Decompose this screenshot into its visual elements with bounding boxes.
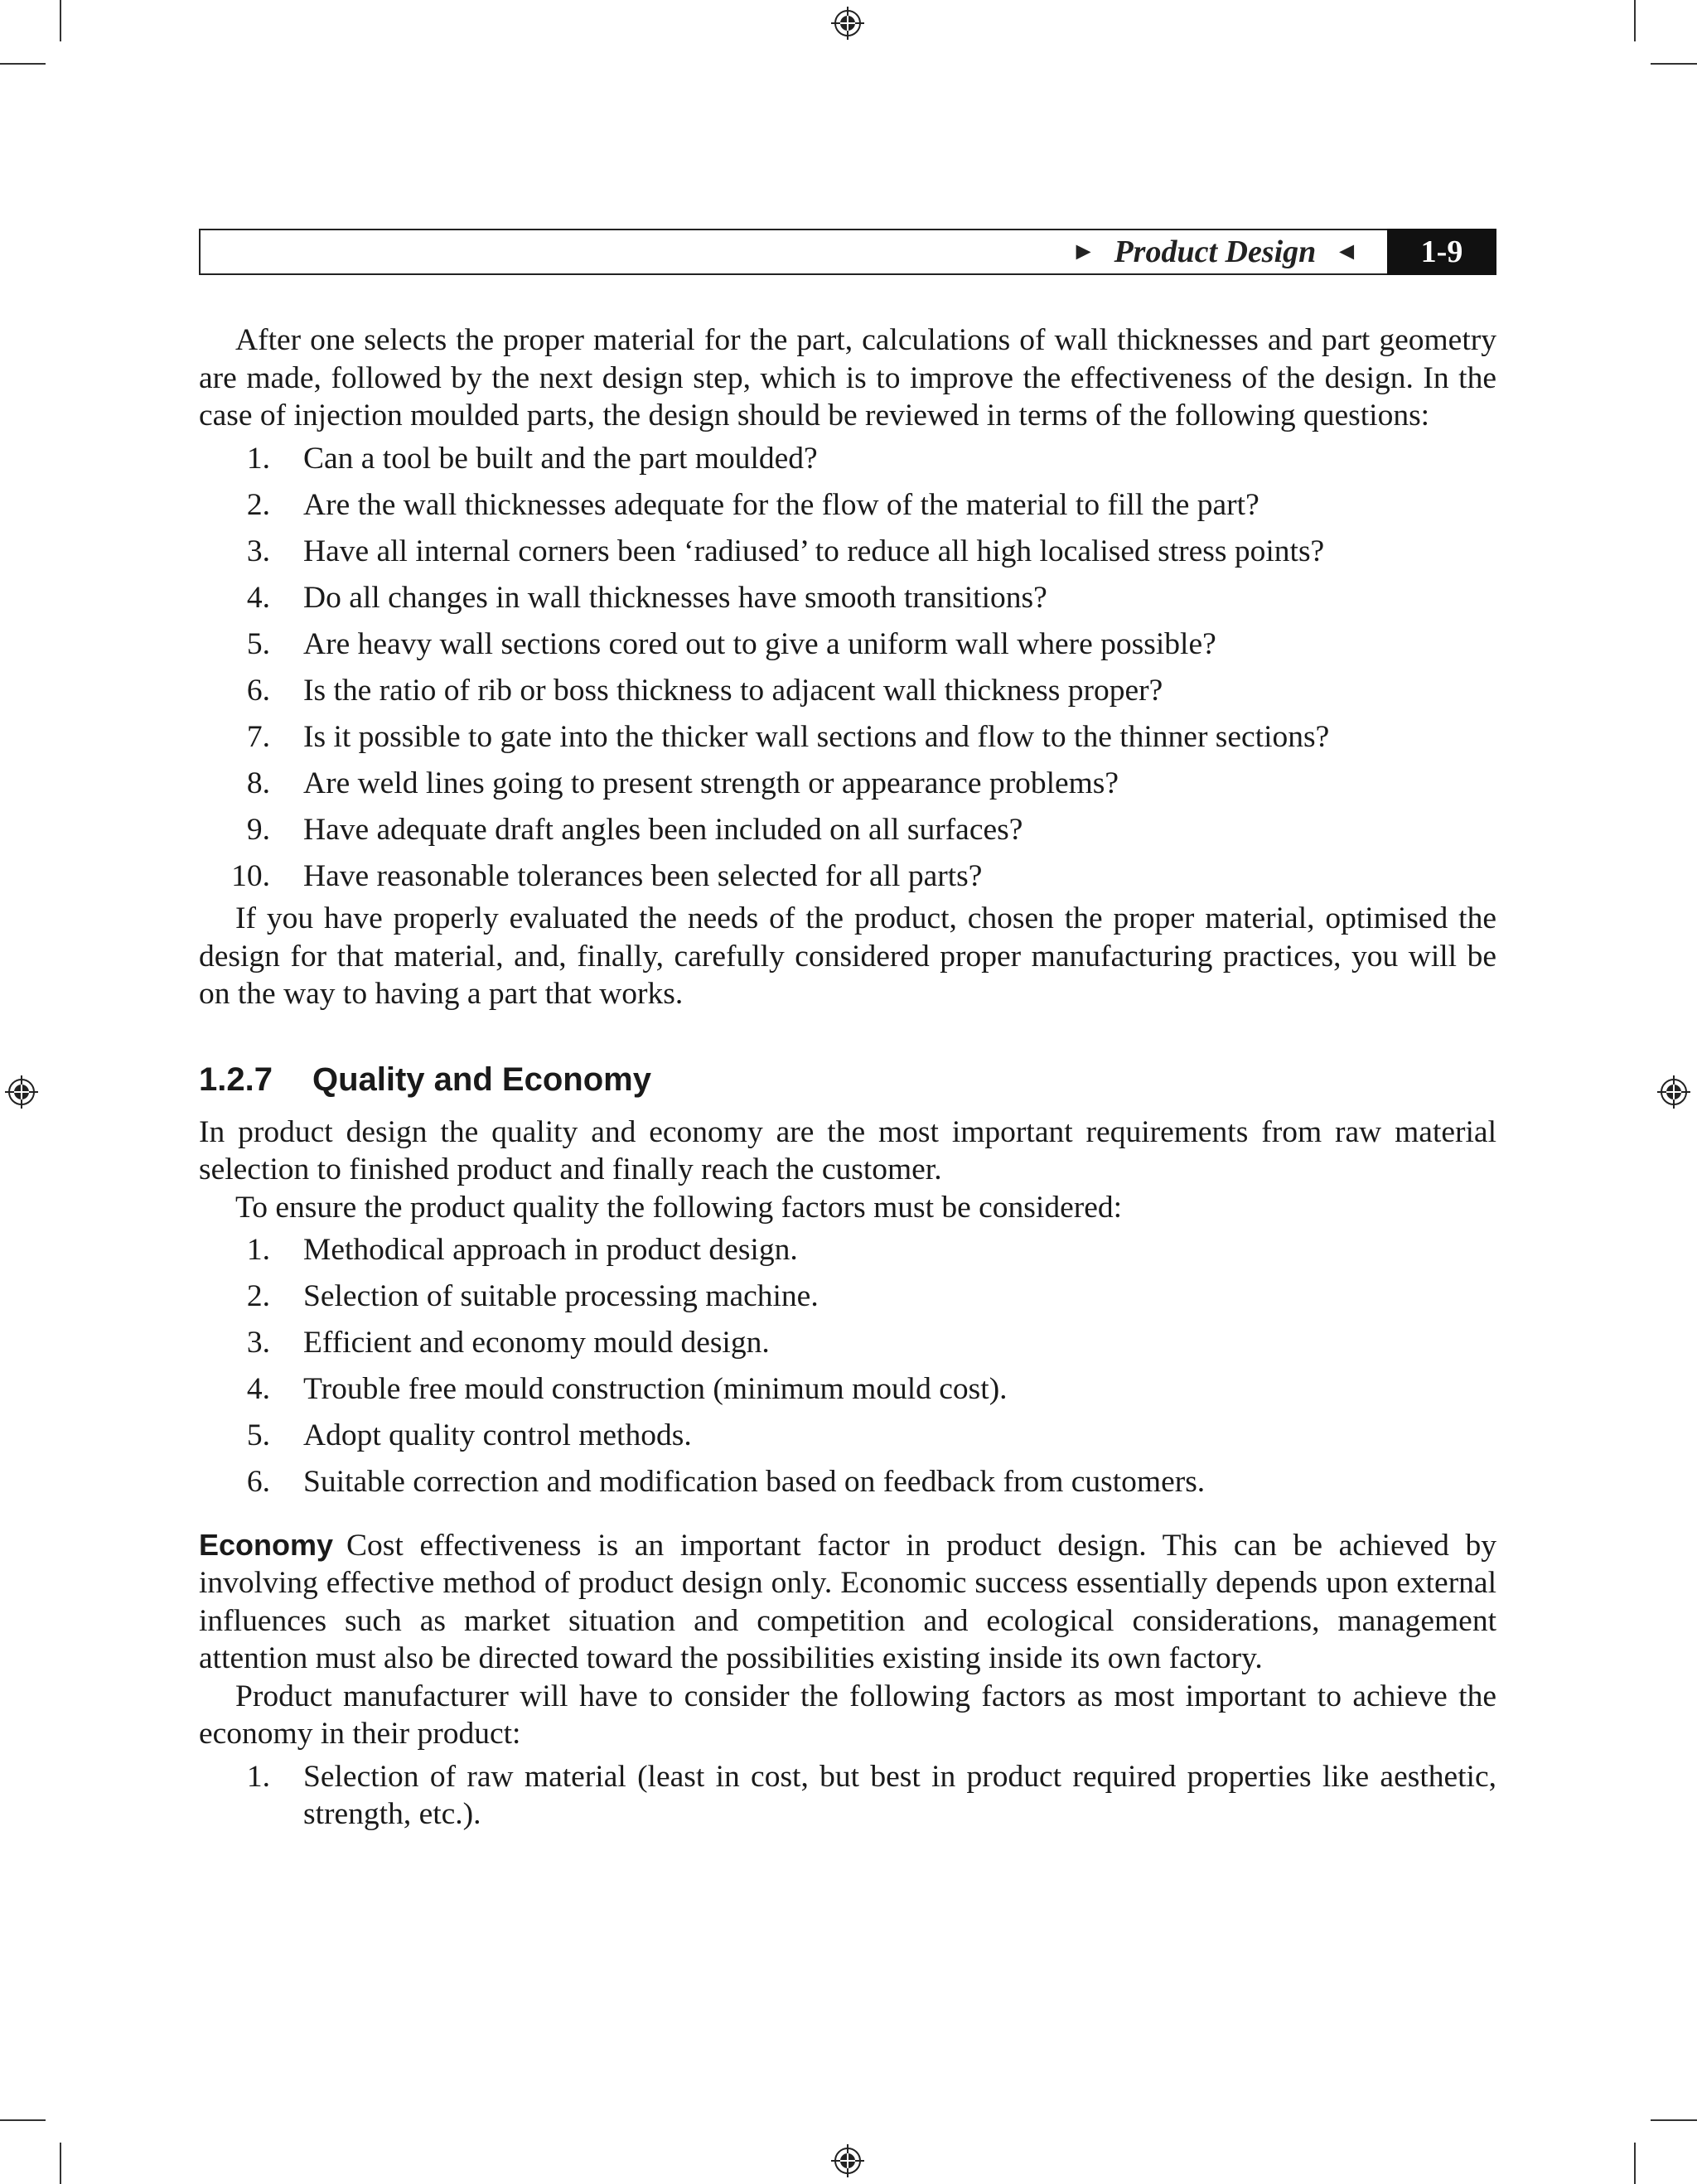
crop-mark xyxy=(60,0,61,41)
list-text: Can a tool be built and the part moulded? xyxy=(303,441,818,476)
list-item xyxy=(199,1463,1496,1501)
list-number: 7. xyxy=(246,719,270,754)
left-triangle-icon: ◄ xyxy=(1334,238,1359,265)
list-text: Are weld lines going to present strength or appearance problems? xyxy=(303,766,1119,800)
list-text: Methodical approach in product design. xyxy=(303,1233,798,1267)
header-title-group xyxy=(1071,234,1359,270)
list-text: Efficient and economy mould design. xyxy=(303,1326,770,1360)
list-number: 3. xyxy=(246,1326,270,1360)
list-item xyxy=(199,1231,1496,1269)
list-text: Do all changes in wall thicknesses have smooth transitions? xyxy=(303,580,1047,615)
crop-mark xyxy=(0,63,46,65)
list-item xyxy=(199,579,1496,617)
list-item xyxy=(199,1324,1496,1362)
list-text: Have reasonable tolerances been selected for all parts? xyxy=(303,858,983,893)
list-item xyxy=(199,672,1496,710)
registration-mark-icon xyxy=(5,1075,38,1109)
list-item xyxy=(199,718,1496,756)
list-item xyxy=(199,626,1496,664)
list-item xyxy=(199,1278,1496,1316)
section-number: 1.2.7 xyxy=(199,1061,273,1098)
quality-factors-list xyxy=(199,1231,1496,1501)
list-text: Trouble free mould construction (minimum mould cost). xyxy=(303,1372,1008,1406)
list-text: Selection of raw material (least in cost, but best in product required properties like aesthetic, strength, etc.). xyxy=(303,1759,1496,1831)
economy-paragraph-2: Product manufacturer will have to consider the following factors as most important to achieve the economy in their product: xyxy=(199,1679,1496,1751)
list-item xyxy=(199,765,1496,803)
list-text: Is the ratio of rib or boss thickness to adjacent wall thickness proper? xyxy=(303,673,1163,708)
list-number: 10. xyxy=(231,858,270,893)
crop-mark xyxy=(1634,0,1636,41)
crop-mark xyxy=(1651,2119,1697,2121)
list-text: Are heavy wall sections cored out to give a uniform wall where possible? xyxy=(303,626,1216,661)
list-number: 9. xyxy=(246,812,270,847)
page-content xyxy=(199,321,1496,1842)
list-text: Are the wall thicknesses adequate for the flow of the material to fill the part? xyxy=(303,487,1259,522)
list-number: 8. xyxy=(246,766,270,800)
list-text: Is it possible to gate into the thicker wall sections and flow to the thinner sections? xyxy=(303,719,1330,754)
page-number: 1-9 xyxy=(1387,229,1496,275)
list-number: 5. xyxy=(246,626,270,661)
list-item xyxy=(199,440,1496,478)
list-text: Selection of suitable processing machine. xyxy=(303,1279,819,1313)
running-header xyxy=(199,229,1496,275)
crop-mark xyxy=(60,2143,61,2184)
list-item xyxy=(199,533,1496,571)
list-text: Have adequate draft angles been included on all surfaces? xyxy=(303,812,1023,847)
list-item xyxy=(199,1370,1496,1408)
economy-factors-list xyxy=(199,1758,1496,1834)
list-number: 2. xyxy=(246,487,270,522)
registration-mark-icon xyxy=(831,2144,864,2177)
economy-text: Cost effectiveness is an important factor in product design. This can be achieved by involving effective method of product design only. Economic success essentially depends upon external influences such as market situation and competition and ecological considerations, management attention must also be directed toward the possibilities existing inside its own factory. xyxy=(199,1528,1496,1675)
list-number: 6. xyxy=(246,673,270,708)
list-number: 2. xyxy=(246,1279,270,1313)
list-number: 5. xyxy=(246,1418,270,1452)
list-text: Suitable correction and modification based on feedback from customers. xyxy=(303,1465,1206,1499)
list-number: 4. xyxy=(246,1372,270,1406)
list-number: 1. xyxy=(246,441,270,476)
economy-paragraph xyxy=(199,1526,1496,1678)
section-paragraph: To ensure the product quality the following factors must be considered: xyxy=(235,1190,1123,1225)
section-heading xyxy=(199,1061,1496,1099)
list-item xyxy=(199,1417,1496,1455)
crop-mark xyxy=(1651,63,1697,65)
list-text: Adopt quality control methods. xyxy=(303,1418,692,1452)
section-title: Quality and Economy xyxy=(312,1061,651,1098)
list-text: Have all internal corners been ‘radiused’ to reduce all high localised stress points? xyxy=(303,534,1325,568)
closing-paragraph: If you have properly evaluated the needs of the product, chosen the proper material, optimised the design for that material, and, finally, carefully considered proper manufacturing practices, you will be on the way to having a part that works. xyxy=(199,901,1496,1011)
list-item xyxy=(199,858,1496,896)
list-item xyxy=(199,1758,1496,1834)
list-item xyxy=(199,811,1496,849)
list-number: 1. xyxy=(246,1759,270,1794)
list-number: 6. xyxy=(246,1465,270,1499)
registration-mark-icon xyxy=(1657,1075,1690,1109)
design-questions-list xyxy=(199,440,1496,896)
section-paragraph: In product design the quality and economy are the most important requirements from raw material selection to finished product and finally reach the customer. xyxy=(199,1114,1496,1186)
crop-mark xyxy=(1634,2143,1636,2184)
list-number: 4. xyxy=(246,580,270,615)
economy-label: Economy xyxy=(199,1527,334,1562)
header-title: Product Design xyxy=(1114,234,1317,269)
list-item xyxy=(199,486,1496,524)
list-number: 3. xyxy=(246,534,270,568)
registration-mark-icon xyxy=(831,7,864,40)
intro-paragraph: After one selects the proper material for the part, calculations of wall thicknesses and part geometry are made, followed by the next design step, which is to improve the effectiveness of the design. In the case of injection moulded parts, the design should be reviewed in terms of the following questions: xyxy=(199,323,1496,432)
list-number: 1. xyxy=(246,1233,270,1267)
right-triangle-icon: ► xyxy=(1071,238,1096,265)
crop-mark xyxy=(0,2119,46,2121)
